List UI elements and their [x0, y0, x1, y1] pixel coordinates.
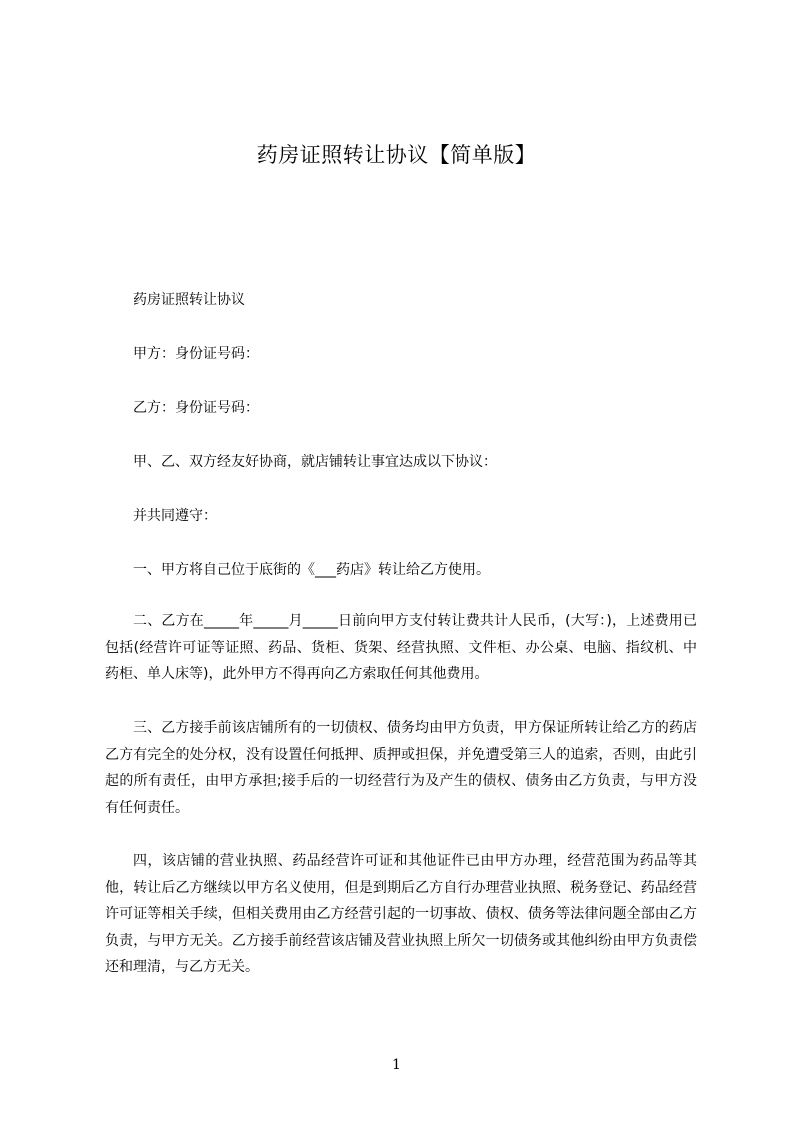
joint-compliance-paragraph: 并共同遵守：: [133, 508, 217, 524]
agreement-intro-paragraph: 甲、乙、双方经友好协商，就店铺转让事宜达成以下协议：: [133, 454, 497, 470]
party-a-paragraph: 甲方：身份证号码：: [133, 346, 259, 362]
agreement-heading-paragraph: 药房证照转让协议: [133, 292, 245, 308]
clause-4-paragraph: 四，该店铺的营业执照、药品经营许可证和其他证件已由甲方办理，经营范围为药品等其他，转让后乙方继续以甲方名义使用，但是到期后乙方自行办理营业执照、税务登记、药品经营许可证等相关手续，但相关费用由乙方经营引起的一切事故、债权、债务等法律问题全部由乙方负责，与甲方无关。乙方接手前经营该店铺及营业执照上所欠一切债务或其他纠纷由甲方负责偿还和理清，与乙方无关。: [105, 853, 697, 975]
document-title: 药房证照转让协议【简单版】: [256, 143, 537, 167]
page-number: 1: [392, 1057, 401, 1073]
clause-2-paragraph: 二、乙方在_____年_____月_____日前向甲方支付转让费共计人民币，(大写：)，上述费用已包括(经营许可证等证照、药品、货柜、货架、经营执照、文件柜、办公桌、电脑、指纹机、中药柜、单人床等)，此外甲方不得再向乙方索取任何其他费用。: [105, 613, 697, 682]
clause-3-paragraph: 三、乙方接手前该店铺所有的一切债权、债务均由甲方负责，甲方保证所转让给乙方的药店乙方有完全的处分权，没有设置任何抵押、质押或担保，并免遭受第三人的追索，否则，由此引起的所有责任，由甲方承担;接手后的一切经营行为及产生的债权、债务由乙方负责，与甲方没有任何责任。: [105, 720, 697, 816]
clause-1-paragraph: 一、甲方将自己位于底街的《___药店》转让给乙方使用。: [133, 562, 490, 578]
party-b-paragraph: 乙方：身份证号码：: [133, 400, 259, 416]
